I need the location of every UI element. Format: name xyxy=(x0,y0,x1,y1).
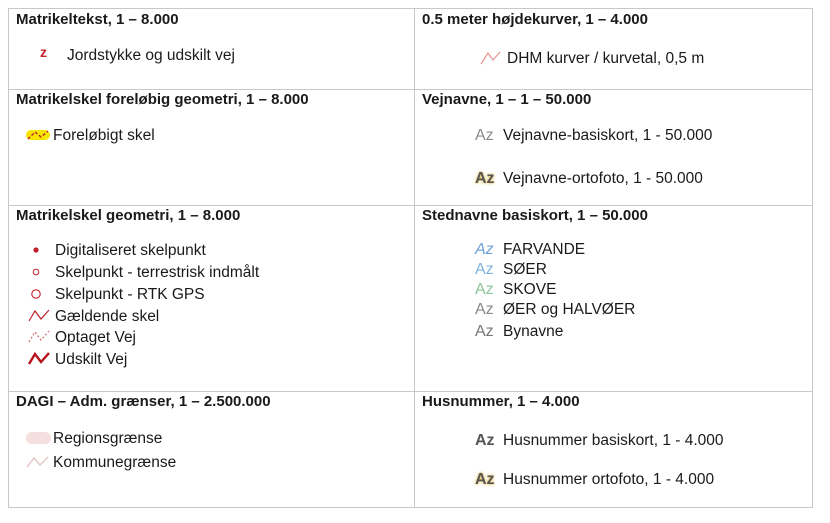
cell-vejnavne xyxy=(415,89,814,205)
legend-item xyxy=(27,350,127,370)
cell-matrikeltekst xyxy=(9,9,414,89)
az-bynavne-icon: Az xyxy=(475,323,494,340)
cell-title: 0.5 meter højdekurver, 1 – 4.000 xyxy=(422,11,648,28)
legend-item xyxy=(25,126,155,146)
cell-stednavne xyxy=(415,205,814,391)
circle-large-icon xyxy=(27,285,55,305)
legend-item xyxy=(475,170,703,188)
cell-title: Matrikelskel foreløbig geometri, 1 – 8.000 xyxy=(16,91,309,108)
legend-label: Jordstykke og udskilt vej xyxy=(67,47,235,64)
cell-title: Stednavne basiskort, 1 – 50.000 xyxy=(422,207,648,224)
legend-item xyxy=(25,429,162,449)
az-skove-icon: Az xyxy=(475,281,494,298)
dashed-line-icon xyxy=(27,328,55,348)
legend-label: Husnummer basiskort, 1 - 4.000 xyxy=(503,432,724,449)
legend-item xyxy=(475,127,712,145)
az-farvande-icon: Az xyxy=(475,241,494,258)
legend-item xyxy=(39,46,235,66)
municipal-boundary-icon xyxy=(25,453,53,473)
legend-label: Regionsgrænse xyxy=(53,430,163,447)
legend-label: ØER og HALVØER xyxy=(503,301,636,318)
preliminary-boundary-icon xyxy=(25,126,53,146)
legend-item xyxy=(475,432,724,450)
legend-item xyxy=(475,241,585,259)
cell-title: Husnummer, 1 – 4.000 xyxy=(422,393,580,410)
legend-item xyxy=(27,328,136,348)
legend-label: Udskilt Vej xyxy=(55,351,128,368)
cell-geometri xyxy=(9,205,414,391)
legend-item xyxy=(27,241,206,261)
az-oer-icon: Az xyxy=(475,301,494,318)
legend-item xyxy=(479,49,704,69)
legend-label: Husnummer ortofoto, 1 - 4.000 xyxy=(503,471,715,488)
legend-label: DHM kurver / kurvetal, 0,5 m xyxy=(507,50,705,67)
legend-label: Skelpunkt - RTK GPS xyxy=(55,286,205,303)
legend-item xyxy=(475,323,563,341)
contour-line-icon xyxy=(479,49,507,69)
az-husnummer-icon: Az xyxy=(475,432,495,449)
az-basis-icon: Az xyxy=(475,127,494,144)
az-husnummer-ortofoto-icon: Az xyxy=(475,471,495,488)
cell-dagi xyxy=(9,391,414,509)
legend-item xyxy=(475,261,547,279)
legend-label: Digitaliseret skelpunkt xyxy=(55,242,206,259)
legend-table xyxy=(8,8,813,508)
legend-label: Kommunegrænse xyxy=(53,454,177,471)
cell-hojdekurver xyxy=(415,9,814,89)
dot-filled-icon xyxy=(27,241,55,261)
cell-title: Vejnavne, 1 – 1 – 50.000 xyxy=(422,91,592,108)
legend-item xyxy=(475,281,556,299)
legend-label: Gældende skel xyxy=(55,308,160,325)
legend-label: Vejnavne-ortofoto, 1 - 50.000 xyxy=(503,170,703,187)
legend-label: Bynavne xyxy=(503,323,564,340)
legend-label: SØER xyxy=(503,261,547,278)
legend-label: Foreløbigt skel xyxy=(53,127,155,144)
cell-forelobig xyxy=(9,89,414,205)
cell-title: Matrikeltekst, 1 – 8.000 xyxy=(16,11,179,28)
circle-small-icon xyxy=(27,263,55,283)
cell-title: Matrikelskel geometri, 1 – 8.000 xyxy=(16,207,241,224)
legend-item xyxy=(27,263,259,283)
legend-label: Vejnavne-basiskort, 1 - 50.000 xyxy=(503,127,713,144)
legend-label: Skelpunkt - terrestrisk indmålt xyxy=(55,264,260,281)
legend-item xyxy=(25,453,176,473)
legend-item xyxy=(475,471,714,489)
az-ortofoto-icon: Az xyxy=(475,170,495,187)
boundary-line-icon xyxy=(27,307,55,327)
legend-item xyxy=(475,301,635,319)
az-soer-icon: Az xyxy=(475,261,494,278)
thick-line-icon xyxy=(27,350,55,370)
z-letter-icon: z xyxy=(40,44,47,60)
region-boundary-icon xyxy=(25,429,53,449)
cell-title: DAGI – Adm. grænser, 1 – 2.500.000 xyxy=(16,393,271,410)
legend-item xyxy=(27,285,205,305)
legend-item xyxy=(27,307,159,327)
cell-husnummer xyxy=(415,391,814,509)
legend-label: FARVANDE xyxy=(503,241,586,258)
legend-label: SKOVE xyxy=(503,281,557,298)
legend-label: Optaget Vej xyxy=(55,329,137,346)
